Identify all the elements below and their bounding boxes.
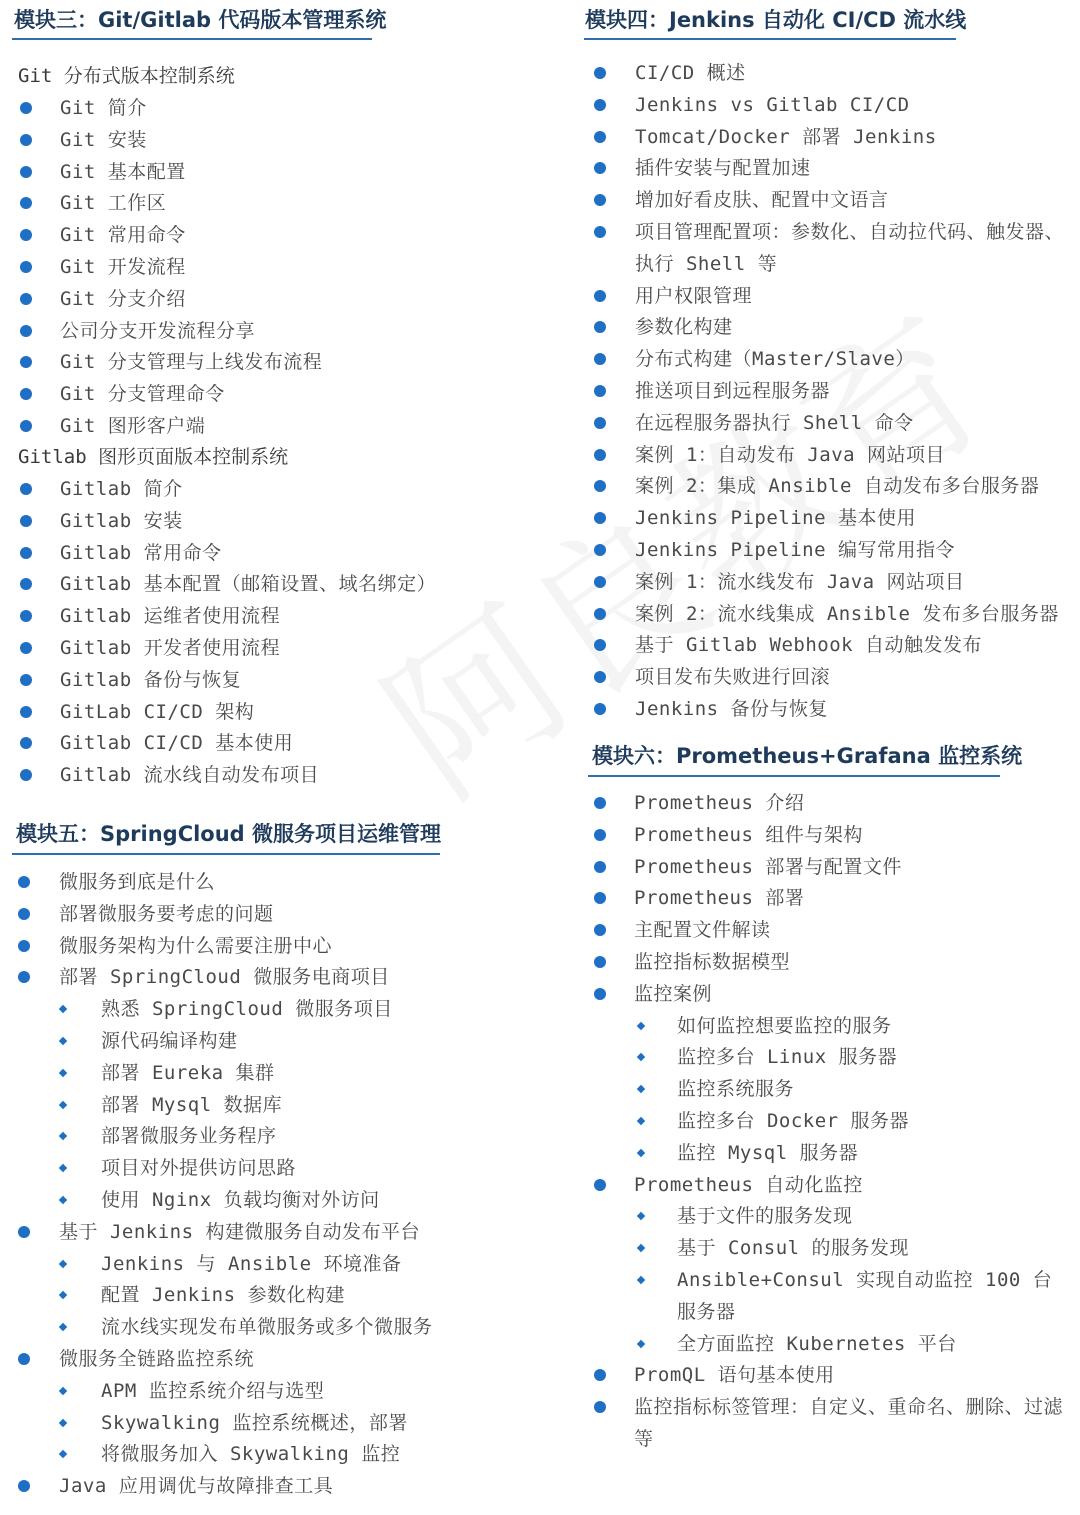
list-item: [635, 152, 811, 184]
bullet-diamond-icon: [59, 1005, 67, 1013]
bullet-dot-icon: [18, 940, 30, 952]
list-item: [634, 1169, 863, 1201]
list-item-text: 微服务架构为什么需要注册中心: [59, 934, 333, 957]
bullet-diamond-icon: [59, 1037, 67, 1045]
bullet-dot-icon: [594, 988, 606, 1000]
list-item: [59, 1343, 254, 1375]
sub-list-item: [101, 1279, 345, 1311]
module3-title: 模块三：Git/Gitlab 代码版本管理系统: [14, 8, 387, 32]
bullet-dot-icon: [18, 1353, 30, 1365]
list-item-text: Java 应用调优与故障排查工具: [59, 1475, 334, 1498]
bullet-dot-icon: [594, 353, 606, 365]
module3-title-underline: [12, 38, 372, 40]
sub-list-item: [677, 1264, 1067, 1328]
list-item-text: 案例 1：自动发布 Java 网站项目: [635, 443, 946, 466]
list-item-text: 案例 2：集成 Ansible 自动发布多台服务器: [635, 475, 1040, 498]
sub-list-item: [101, 1120, 277, 1152]
list-item: [59, 1216, 420, 1248]
bullet-dot-icon: [20, 674, 32, 686]
list-item-text: Jenkins 备份与恢复: [635, 698, 829, 720]
bullet-dot-icon: [20, 706, 32, 718]
list-item-text: 部署 Eureka 集群: [101, 1061, 275, 1084]
list-item-text: 配置 Jenkins 参数化构建: [101, 1284, 345, 1307]
bullet-dot-icon: [594, 321, 606, 333]
list-item-text: 基于 Jenkins 构建微服务自动发布平台: [59, 1220, 420, 1243]
list-item-text: Gitlab 流水线自动发布项目: [60, 764, 320, 787]
sub-list-item: [677, 1232, 909, 1264]
list-item-text: Prometheus 部署: [634, 887, 805, 910]
list-item-text: 如何监控想要监控的服务: [677, 1014, 892, 1037]
list-item-text: 微服务全链路监控系统: [59, 1348, 255, 1370]
sub-list-item: [101, 1057, 275, 1089]
git-subtitle: Git 分布式版本控制系统: [18, 65, 235, 87]
bullet-dot-icon: [594, 639, 606, 651]
list-item-text: 源代码编译构建: [101, 1030, 238, 1052]
bullet-dot-icon: [594, 162, 606, 174]
list-item: [60, 632, 280, 664]
sub-list-item: [677, 1200, 853, 1232]
list-item-text: Jenkins Pipeline 基本使用: [635, 507, 916, 530]
list-item-text: 项目对外提供访问思路: [101, 1157, 297, 1180]
list-item-text: 部署微服务要考虑的问题: [59, 902, 274, 925]
sub-list-item: [677, 1137, 858, 1169]
list-item-text: Git 分支管理命令: [60, 383, 225, 406]
list-item: [59, 1470, 333, 1502]
list-item-text: 基于 Gitlab Webhook 自动触发发布: [635, 634, 983, 657]
list-item-text: 监控案例: [634, 982, 713, 1005]
bullet-dot-icon: [20, 547, 32, 559]
list-item-text: 项目管理配置项：参数化、自动拉代码、触发器、执行 Shell 等: [635, 221, 1065, 275]
list-item: [60, 283, 186, 315]
list-item: [635, 566, 965, 598]
list-item: [60, 600, 280, 632]
list-item-text: Git 分支介绍: [60, 287, 186, 310]
sub-list-item: [101, 1311, 433, 1343]
list-item-text: 公司分支开发流程分享: [60, 319, 256, 342]
list-item-text: 项目发布失败进行回滚: [635, 666, 831, 689]
list-item-text: 案例 1：流水线发布 Java 网站项目: [635, 570, 965, 593]
list-item: [634, 914, 771, 946]
list-item: [634, 978, 712, 1010]
bullet-diamond-icon: [637, 1021, 645, 1029]
list-item: [60, 664, 241, 696]
bullet-diamond-icon: [59, 1100, 67, 1108]
list-item-text: Git 安装: [60, 128, 147, 151]
list-item: [635, 311, 733, 343]
list-item: [635, 693, 828, 725]
list-item-text: 将微服务加入 Skywalking 监控: [101, 1443, 401, 1466]
bullet-dot-icon: [594, 512, 606, 524]
bullet-dot-icon: [594, 67, 606, 79]
list-item: [60, 251, 186, 283]
list-item: [635, 343, 915, 375]
gitlab-subtitle: Gitlab 图形页面版本控制系统: [18, 446, 289, 468]
bullet-dot-icon: [20, 229, 32, 241]
list-item-text: 案例 2：流水线集成 Ansible 发布多台服务器: [635, 602, 1059, 625]
bullet-diamond-icon: [59, 1196, 67, 1204]
list-item-text: 监控多台 Docker 服务器: [677, 1110, 910, 1132]
bullet-dot-icon: [20, 388, 32, 400]
list-item: [635, 89, 910, 121]
list-item-text: 参数化构建: [635, 316, 733, 339]
bullet-dot-icon: [20, 293, 32, 305]
bullet-dot-icon: [594, 1179, 606, 1191]
list-item: [59, 866, 215, 898]
list-item-text: Git 基本配置: [60, 160, 186, 183]
list-item: [634, 882, 804, 914]
list-item-text: 流水线实现发布单微服务或多个微服务: [101, 1316, 433, 1339]
sub-list-item: [101, 993, 393, 1025]
sub-list-item: [677, 1073, 794, 1105]
list-item-text: Jenkins 与 Ansible 环境准备: [101, 1252, 402, 1275]
list-item: [635, 184, 889, 216]
bullet-dot-icon: [594, 290, 606, 302]
list-item: [60, 568, 436, 600]
bullet-diamond-icon: [59, 1450, 67, 1458]
list-item: [60, 187, 166, 219]
list-item: [60, 378, 225, 410]
bullet-dot-icon: [20, 102, 32, 114]
list-item: [635, 629, 982, 661]
list-item: [634, 819, 863, 851]
list-item-text: 插件安装与配置加速: [635, 157, 811, 180]
list-item-text: Git 分支管理与上线发布流程: [60, 351, 323, 374]
bullet-dot-icon: [594, 544, 606, 556]
bullet-dot-icon: [594, 608, 606, 620]
list-item: [60, 505, 183, 537]
list-item: [60, 759, 319, 791]
list-item-text: Git 工作区: [60, 192, 167, 215]
bullet-dot-icon: [18, 908, 30, 920]
bullet-dot-icon: [20, 737, 32, 749]
list-item-text: 分布式构建（Master/Slave）: [635, 348, 915, 371]
list-item-text: 部署 SpringCloud 微服务电商项目: [59, 966, 390, 989]
bullet-diamond-icon: [637, 1053, 645, 1061]
list-item: [635, 375, 830, 407]
sub-list-item: [101, 1152, 296, 1184]
bullet-dot-icon: [18, 876, 30, 888]
list-item-text: Prometheus 部署与配置文件: [634, 855, 902, 878]
bullet-dot-icon: [594, 892, 606, 904]
list-item-text: 基于 Consul 的服务发现: [677, 1237, 910, 1260]
bullet-diamond-icon: [59, 1291, 67, 1299]
list-item: [634, 851, 902, 883]
list-item: [635, 534, 955, 566]
list-item: [634, 1391, 1064, 1455]
list-item: [60, 346, 322, 378]
list-item-text: 在远程服务器执行 Shell 命令: [635, 411, 914, 434]
sub-list-item: [101, 1184, 380, 1216]
list-item-text: Prometheus 介绍: [634, 792, 805, 814]
bullet-diamond-icon: [637, 1212, 645, 1220]
list-item-text: 推送项目到远程服务器: [635, 380, 831, 402]
list-item-text: Ansible+Consul 实现自动监控 100 台服务器: [677, 1269, 1053, 1323]
list-item: [59, 961, 390, 993]
bullet-diamond-icon: [637, 1339, 645, 1347]
bullet-dot-icon: [18, 1226, 30, 1238]
list-item-text: Prometheus 组件与架构: [634, 823, 863, 846]
list-item: [634, 787, 804, 819]
sub-list-item: [677, 1105, 909, 1137]
list-item: [635, 407, 914, 439]
bullet-dot-icon: [594, 385, 606, 397]
sub-list-item: [101, 1375, 324, 1407]
list-item-text: Gitlab 开发者使用流程: [60, 637, 281, 659]
module5-title-underline: [12, 853, 440, 855]
list-item: [60, 92, 147, 124]
list-item-text: Jenkins Pipeline 编写常用指令: [635, 539, 955, 561]
bullet-diamond-icon: [59, 1323, 67, 1331]
bullet-dot-icon: [18, 971, 30, 983]
sub-list-item: [677, 1010, 892, 1042]
module5-title: 模块五：SpringCloud 微服务项目运维管理: [16, 822, 442, 846]
bullet-dot-icon: [594, 1401, 606, 1413]
bullet-dot-icon: [594, 797, 606, 809]
list-item-text: 全方面监控 Kubernetes 平台: [677, 1332, 957, 1355]
bullet-dot-icon: [594, 449, 606, 461]
list-item: [60, 156, 186, 188]
bullet-dot-icon: [20, 166, 32, 178]
bullet-dot-icon: [20, 197, 32, 209]
list-item: [59, 898, 274, 930]
bullet-dot-icon: [20, 769, 32, 781]
list-item-text: Gitlab 常用命令: [60, 541, 222, 564]
list-item: [635, 661, 830, 693]
bullet-diamond-icon: [59, 1164, 67, 1172]
list-item-text: 监控 Mysql 服务器: [677, 1141, 859, 1164]
list-item: [60, 124, 147, 156]
bullet-dot-icon: [594, 924, 606, 936]
bullet-dot-icon: [594, 671, 606, 683]
bullet-dot-icon: [594, 131, 606, 143]
list-item: [635, 439, 945, 471]
bullet-diamond-icon: [59, 1069, 67, 1077]
sub-list-item: [677, 1041, 897, 1073]
list-item-text: PromQL 语句基本使用: [634, 1364, 835, 1387]
list-item-text: 监控指标数据模型: [634, 951, 791, 973]
sub-list-item: [101, 1248, 401, 1280]
sub-list-item: [101, 1025, 238, 1057]
list-item: [635, 57, 746, 89]
sub-list-item: [677, 1328, 957, 1360]
bullet-dot-icon: [594, 99, 606, 111]
bullet-dot-icon: [18, 1480, 30, 1492]
bullet-dot-icon: [594, 829, 606, 841]
list-item-text: Gitlab CI/CD 基本使用: [60, 732, 294, 755]
bullet-dot-icon: [594, 703, 606, 715]
list-item-text: Git 图形客户端: [60, 415, 206, 437]
bullet-dot-icon: [594, 480, 606, 492]
list-item: [634, 1359, 835, 1391]
list-item: [60, 537, 222, 569]
sub-list-item: [101, 1407, 408, 1439]
list-item: [634, 946, 790, 978]
bullet-diamond-icon: [59, 1418, 67, 1426]
bullet-diamond-icon: [637, 1085, 645, 1093]
module6-title-underline: [588, 775, 1000, 777]
list-item-text: Gitlab 简介: [60, 478, 183, 500]
list-item: [60, 315, 255, 347]
bullet-dot-icon: [594, 417, 606, 429]
module6-title: 模块六：Prometheus+Grafana 监控系统: [592, 744, 1023, 768]
bullet-dot-icon: [20, 610, 32, 622]
list-item-text: Git 常用命令: [60, 224, 186, 247]
bullet-dot-icon: [594, 194, 606, 206]
bullet-dot-icon: [594, 1369, 606, 1381]
module4-title: 模块四：Jenkins 自动化 CI/CD 流水线: [585, 8, 967, 32]
list-item-text: 监控指标标签管理：自定义、重命名、删除、过滤等: [634, 1396, 1064, 1451]
list-item-text: 主配置文件解读: [634, 919, 771, 942]
bullet-diamond-icon: [637, 1276, 645, 1284]
list-item-text: Skywalking 监控系统概述，部署: [101, 1411, 408, 1434]
bullet-dot-icon: [594, 226, 606, 238]
bullet-diamond-icon: [637, 1117, 645, 1125]
list-item-text: Git 开发流程: [60, 256, 186, 278]
list-item: [60, 696, 254, 728]
list-item: [60, 219, 186, 251]
bullet-dot-icon: [20, 578, 32, 590]
list-item-text: 熟悉 SpringCloud 微服务项目: [101, 998, 393, 1021]
bullet-diamond-icon: [59, 1387, 67, 1395]
list-item: [635, 121, 937, 153]
list-item-text: 监控多台 Linux 服务器: [677, 1046, 898, 1069]
list-item-text: Prometheus 自动化监控: [634, 1173, 863, 1196]
module4-title-underline: [584, 38, 956, 40]
bullet-dot-icon: [20, 356, 32, 368]
list-item: [635, 502, 916, 534]
list-item-text: 用户权限管理: [635, 284, 753, 307]
bullet-dot-icon: [594, 861, 606, 873]
list-item: [59, 930, 332, 962]
list-item: [635, 280, 752, 312]
list-item: [60, 410, 205, 442]
bullet-dot-icon: [20, 325, 32, 337]
bullet-diamond-icon: [637, 1244, 645, 1252]
list-item-text: Tomcat/Docker 部署 Jenkins: [635, 125, 937, 148]
list-item: [635, 598, 1059, 630]
bullet-diamond-icon: [59, 1132, 67, 1140]
list-item: [60, 473, 183, 505]
list-item-text: 监控系统服务: [677, 1078, 795, 1101]
list-item: [635, 216, 1065, 280]
list-item-text: GitLab CI/CD 架构: [60, 700, 255, 723]
bullet-dot-icon: [20, 483, 32, 495]
bullet-dot-icon: [20, 134, 32, 146]
bullet-dot-icon: [20, 515, 32, 527]
bullet-dot-icon: [20, 642, 32, 654]
list-item-text: Git 简介: [60, 97, 147, 119]
bullet-dot-icon: [594, 956, 606, 968]
list-item-text: Gitlab 基本配置（邮箱设置、域名绑定）: [60, 573, 437, 596]
sub-list-item: [101, 1438, 400, 1470]
list-item-text: Jenkins vs Gitlab CI/CD: [635, 93, 910, 116]
list-item-text: 部署微服务业务程序: [101, 1125, 277, 1148]
bullet-dot-icon: [594, 576, 606, 588]
list-item-text: Gitlab 运维者使用流程: [60, 605, 281, 628]
list-item-text: 使用 Nginx 负载均衡对外访问: [101, 1189, 380, 1211]
bullet-diamond-icon: [637, 1149, 645, 1157]
sub-list-item: [101, 1089, 282, 1121]
bullet-dot-icon: [20, 261, 32, 273]
list-item-text: 部署 Mysql 数据库: [101, 1093, 283, 1116]
list-item: [635, 470, 1039, 502]
list-item-text: CI/CD 概述: [635, 62, 746, 84]
bullet-diamond-icon: [59, 1259, 67, 1267]
list-item-text: 增加好看皮肤、配置中文语言: [635, 189, 889, 212]
list-item-text: Gitlab 安装: [60, 509, 183, 532]
list-item-text: APM 监控系统介绍与选型: [101, 1379, 325, 1402]
list-item-text: Gitlab 备份与恢复: [60, 668, 242, 691]
list-item-text: 基于文件的服务发现: [677, 1205, 853, 1228]
bullet-dot-icon: [20, 420, 32, 432]
list-item-text: 微服务到底是什么: [59, 871, 216, 893]
list-item: [60, 727, 293, 759]
